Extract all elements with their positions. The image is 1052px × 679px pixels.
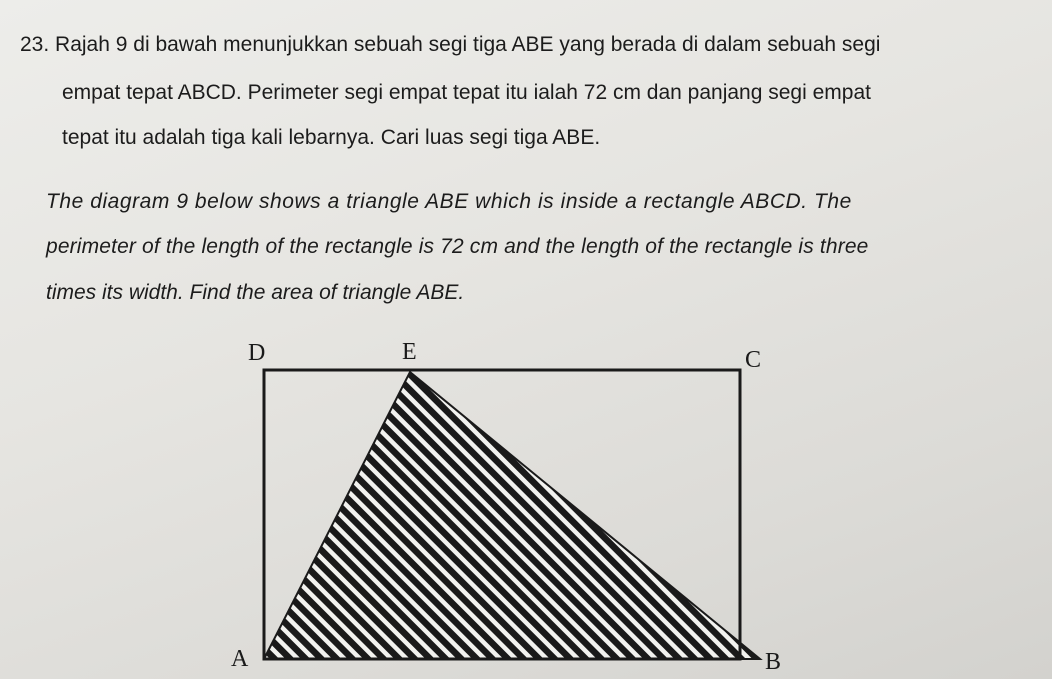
question-english-line-3: times its width. Find the area of triangle ABE. — [46, 281, 465, 304]
label-d: D — [248, 340, 266, 366]
label-e: E — [402, 339, 417, 365]
label-b: B — [765, 649, 782, 675]
question-malay-line-2: empat tepat ABCD. Perimeter segi empat tepat itu ialah 72 cm dan panjang segi empat — [62, 81, 871, 104]
triangle-abe — [264, 372, 760, 659]
malay-text-1: Rajah 9 di bawah menunjukkan sebuah segi tiga ABE yang berada di dalam sebuah segi — [55, 33, 881, 56]
question-english-line-1: The diagram 9 below shows a triangle ABE which is inside a rectangle ABCD. The — [46, 190, 852, 213]
question-english-line-2: perimeter of the length of the rectangle is 72 cm and the length of the rectangle is three — [46, 235, 869, 258]
question-malay-line-3: tepat itu adalah tiga kali lebarnya. Cari luas segi tiga ABE. — [62, 126, 601, 149]
question-number: 23. — [20, 33, 50, 56]
label-a: A — [231, 646, 249, 672]
label-c: C — [745, 347, 762, 373]
